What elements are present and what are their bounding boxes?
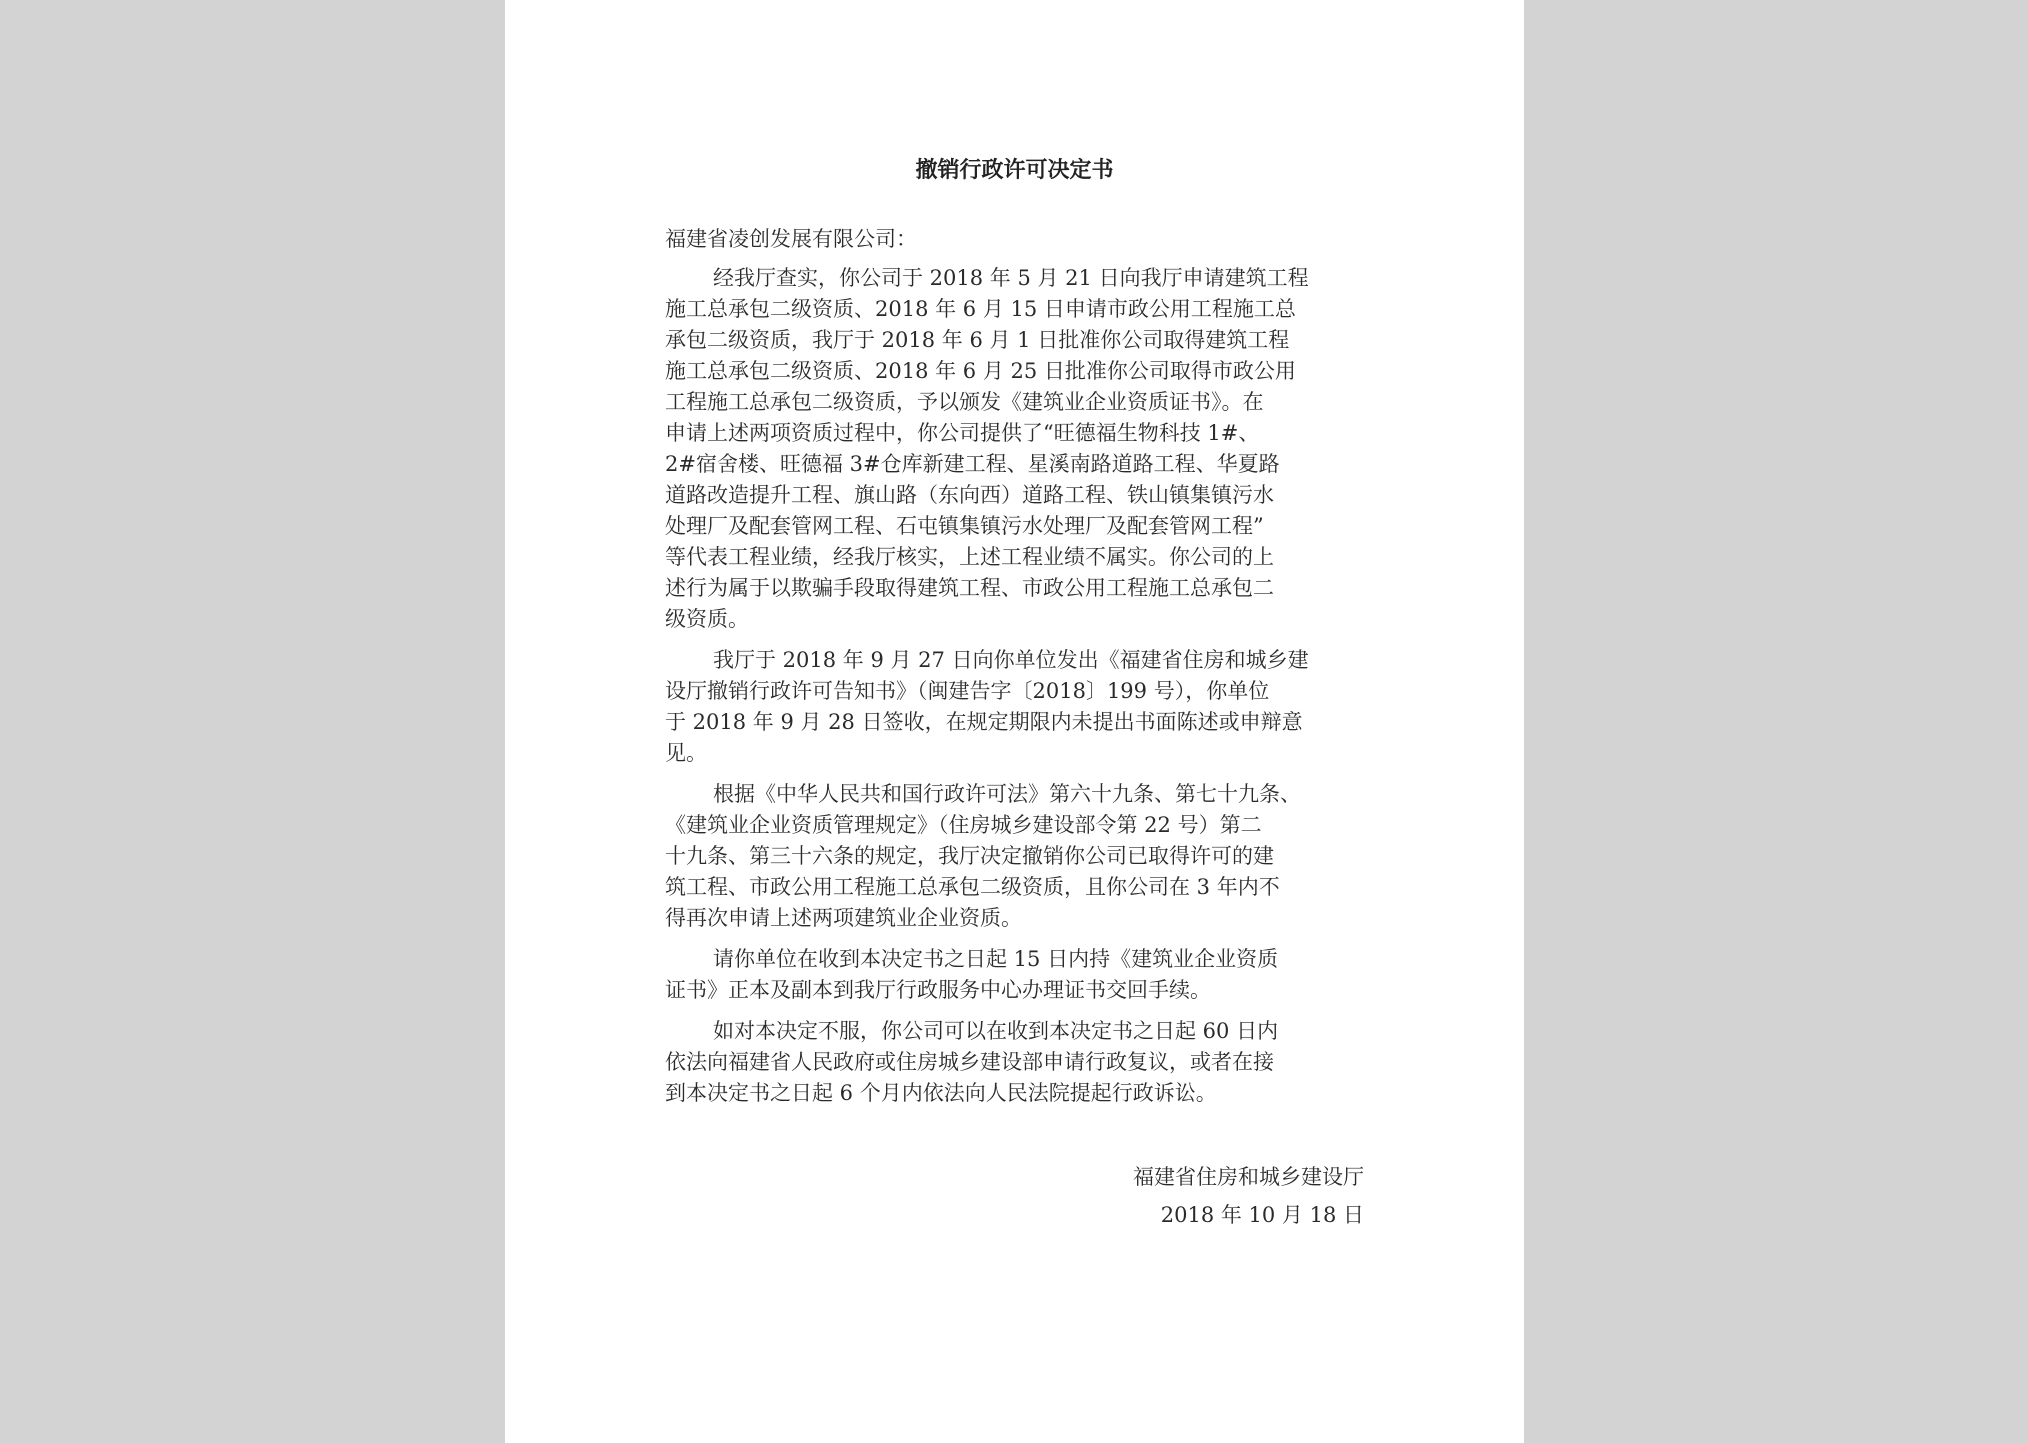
paragraph-line: 2#宿舍楼、旺德福 3#仓库新建工程、星溪南路道路工程、华夏路 (665, 452, 1280, 476)
paragraph-line: 于 2018 年 9 月 28 日签收，在规定期限内未提出书面陈述或申辩意 (665, 710, 1303, 734)
paragraph-line: 十九条、第三十六条的规定，我厅决定撤销你公司已取得许可的建 (665, 844, 1274, 868)
paragraph-line: 施工总承包二级资质、2018 年 6 月 25 日批准你公司取得市政公用 (665, 359, 1296, 383)
document-title: 撤销行政许可决定书 (915, 158, 1114, 183)
paragraph-line: 设厅撤销行政许可告知书》（闽建告字〔2018〕199 号），你单位 (665, 679, 1270, 703)
paragraph-line: 经我厅查实，你公司于 2018 年 5 月 21 日向我厅申请建筑工程 (713, 266, 1309, 290)
paragraph-line: 如对本决定不服，你公司可以在收到本决定书之日起 60 日内 (713, 1019, 1279, 1043)
paragraph-line: 《建筑业企业资质管理规定》（住房城乡建设部令第 22 号）第二 (665, 813, 1262, 837)
paragraph-line: 等代表工程业绩，经我厅核实，上述工程业绩不属实。你公司的上 (665, 545, 1274, 569)
paragraph-line: 道路改造提升工程、旗山路（东向西）道路工程、铁山镇集镇污水 (665, 483, 1274, 507)
document-page (505, 0, 1524, 1443)
paragraph-line: 到本决定书之日起 6 个月内依法向人民法院提起行政诉讼。 (665, 1081, 1217, 1105)
paragraph-line: 处理厂及配套管网工程、石屯镇集镇污水处理厂及配套管网工程” (665, 514, 1264, 538)
paragraph-line: 筑工程、市政公用工程施工总承包二级资质，且你公司在 3 年内不 (665, 875, 1280, 899)
paragraph-line: 申请上述两项资质过程中，你公司提供了“旺德福生物科技 1#、 (665, 421, 1260, 445)
paragraph-return-certificate (665, 944, 1355, 1006)
salutation: 福建省凌创发展有限公司： (665, 227, 917, 251)
paragraph-line: 请你单位在收到本决定书之日起 15 日内持《建筑业企业资质 (713, 947, 1279, 971)
issuer-name: 福建省住房和城乡建设厅 (1133, 1165, 1364, 1189)
paragraph-line: 见。 (665, 741, 707, 765)
paragraph-line: 根据《中华人民共和国行政许可法》第六十九条、第七十九条、 (713, 782, 1301, 806)
document-body (665, 224, 1355, 1119)
paragraph-line: 述行为属于以欺骗手段取得建筑工程、市政公用工程施工总承包二 (665, 576, 1274, 600)
paragraph-line: 工程施工总承包二级资质，予以颁发《建筑业企业资质证书》。在 (665, 390, 1264, 414)
paragraph-line: 依法向福建省人民政府或住房城乡建设部申请行政复议，或者在接 (665, 1050, 1274, 1074)
paragraph-line: 施工总承包二级资质、2018 年 6 月 15 日申请市政公用工程施工总 (665, 297, 1296, 321)
paragraph-notice (665, 645, 1355, 769)
paragraph-line: 级资质。 (665, 607, 749, 631)
paragraph-line: 得再次申请上述两项建筑业企业资质。 (665, 906, 1022, 930)
paragraph-line: 证书》正本及副本到我厅行政服务中心办理证书交回手续。 (665, 978, 1211, 1002)
paragraph-line: 我厅于 2018 年 9 月 27 日向你单位发出《福建省住房和城乡建 (713, 648, 1309, 672)
paragraph-appeal (665, 1016, 1355, 1109)
paragraph-decision (665, 779, 1355, 934)
paragraph-line: 承包二级资质，我厅于 2018 年 6 月 1 日批准你公司取得建筑工程 (665, 328, 1290, 352)
signature-block (1133, 1158, 1364, 1234)
paragraph-findings (665, 263, 1355, 635)
issue-date: 2018 年 10 月 18 日 (1160, 1203, 1364, 1227)
